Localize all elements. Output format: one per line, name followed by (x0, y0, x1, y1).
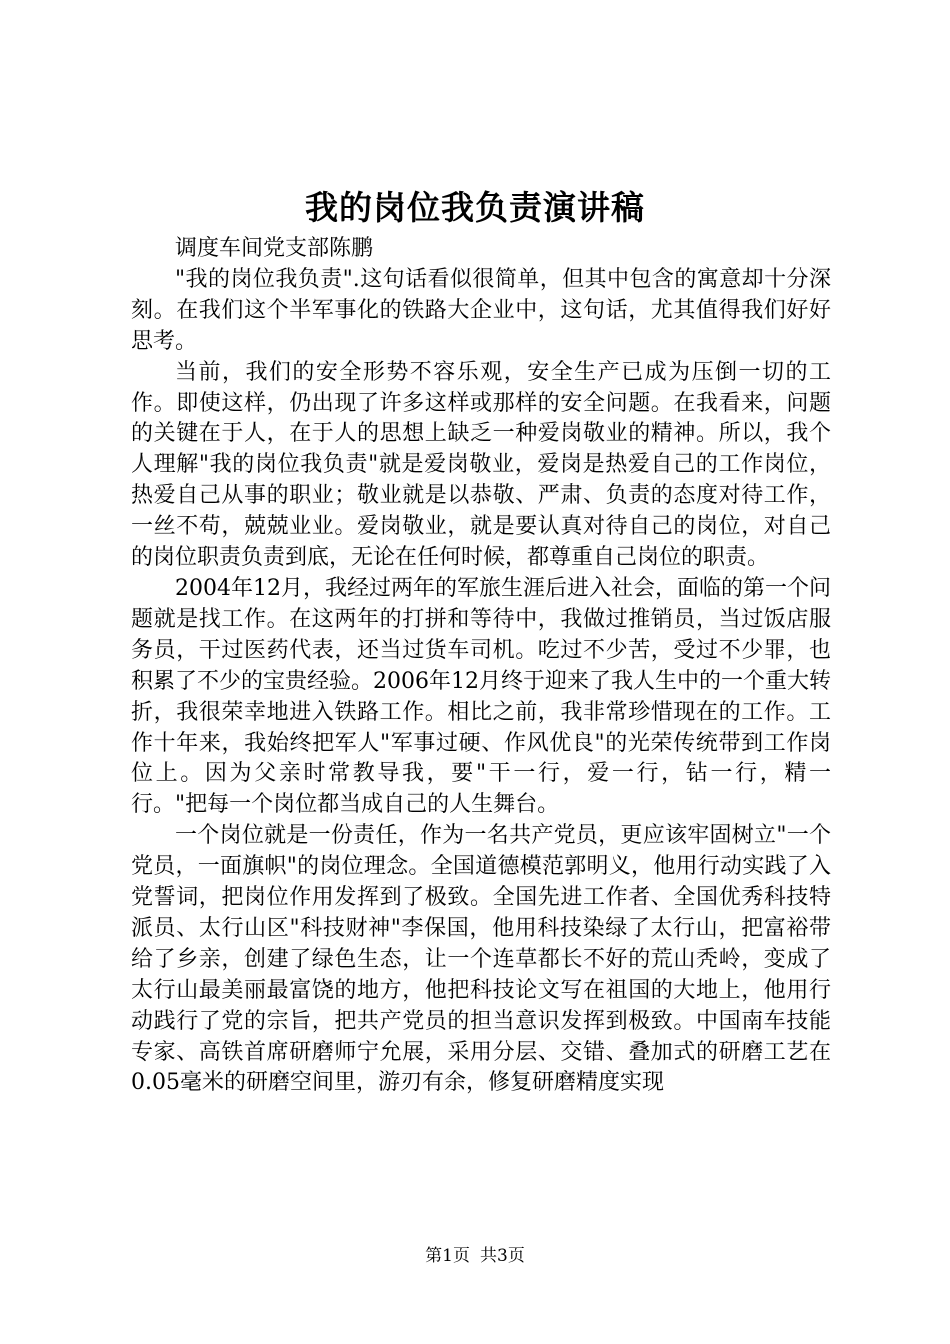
document-title: 我的岗位我负责演讲稿 (305, 188, 645, 227)
document-body (131, 234, 831, 1099)
paragraph-2: 当前，我们的安全形势不容乐观，安全生产已成为压倒一切的工作。即使这样，仍出现了许多这样或那样的安全问题。在我看来，问题的关键在于人，在于人的思想上缺乏一种爱岗敬业的精神。所以，我个人理解"我的岗位我负责"就是爱岗敬业，爱岗是热爱自己的工作岗位，热爱自己从事的职业；敬业就是以恭敬、严肃、负责的态度对待工作，一丝不苟，兢兢业业。爱岗敬业，就是要认真对待自己的岗位，对自己的岗位职责负责到底，无论在任何时候，都尊重自己岗位的职责。 (131, 359, 831, 571)
paragraph-4: 一个岗位就是一份责任，作为一名共产党员，更应该牢固树立"一个党员，一面旗帜"的岗位理念。全国道德模范郭明义，他用行动实践了入党誓词，把岗位作用发挥到了极致。全国先进工作者、全国优秀科技特派员、太行山区"科技财神"李保国，他用科技染绿了太行山，把富裕带给了乡亲，创建了绿色生态，让一个连草都长不好的荒山秃岭，变成了太行山最美丽最富饶的地方，他把科技论文写在祖国的大地上，他用行动践行了党的宗旨，把共产党员的担当意识发挥到极致。中国南车技能专家、高铁首席研磨师宁允展，采用分层、交错、叠加式的研磨工艺在0.05毫米的研磨空间里，游刃有余，修复研磨精度实现 (131, 823, 831, 1096)
paragraph-3: 2004年12月，我经过两年的军旅生涯后进入社会，面临的第一个问题就是找工作。在这两年的打拼和等待中，我做过推销员，当过饭店服务员，干过医药代表，还当过货车司机。吃过不少苦，受过不少罪，也积累了不少的宝贵经验。2006年12月终于迎来了我人生中的一个重大转折，我很荣幸地进入铁路工作。相比之前，我非常珍惜现在的工作。工作十年来，我始终把军人"军事过硬、作风优良"的光荣传统带到工作岗位上。因为父亲时常教导我，要"干一行，爱一行，钻一行，精一行。"把每一个岗位都当成自己的人生舞台。 (131, 575, 832, 818)
paragraph-1: "我的岗位我负责".这句话看似很简单，但其中包含的寓意却十分深刻。在我们这个半军事化的铁路大企业中，这句话，尤其值得我们好好思考。 (131, 266, 831, 354)
page-total: 共3页 (480, 1246, 525, 1266)
page-footer (0, 1244, 950, 1268)
page-number: 第1页 (425, 1246, 470, 1266)
author-line: 调度车间党支部陈鹏 (175, 236, 374, 261)
